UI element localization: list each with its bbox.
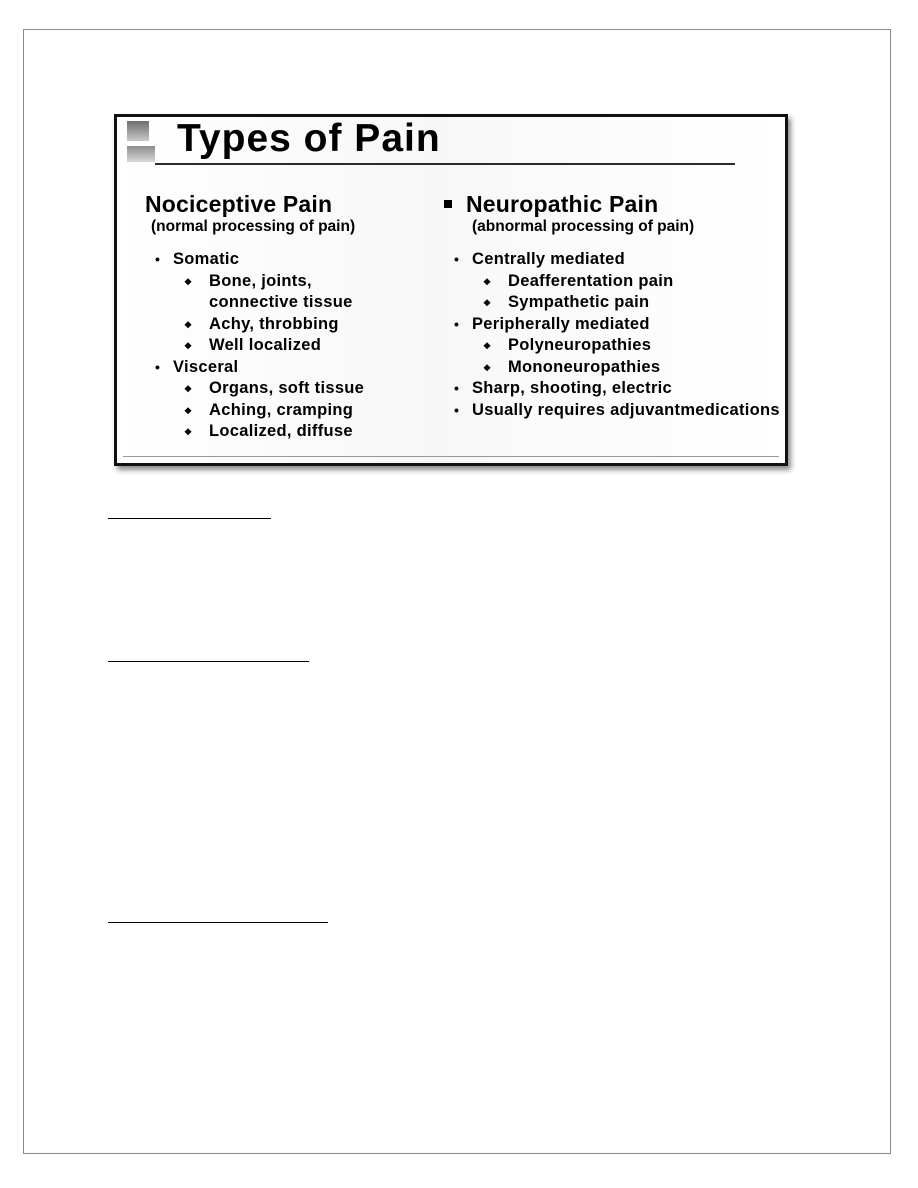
list-item bbox=[145, 400, 445, 422]
list-item bbox=[145, 335, 445, 357]
list-item-text: Polyneuropathies bbox=[508, 336, 652, 354]
list-item bbox=[444, 271, 784, 293]
diamond-bullet-icon: ❖ bbox=[483, 362, 492, 373]
list-item bbox=[444, 249, 784, 271]
neuropathic-heading: Neuropathic Pain bbox=[466, 191, 659, 217]
blank-line-2 bbox=[108, 661, 309, 662]
list-item-text: Usually requires adjuvant bbox=[472, 400, 681, 419]
list-item bbox=[145, 271, 445, 314]
list-item-text: Peripherally mediated bbox=[472, 314, 650, 333]
list-item-text: Sympathetic pain bbox=[508, 293, 650, 311]
blank-line-1 bbox=[108, 518, 271, 519]
blank-line-3 bbox=[108, 922, 328, 923]
list-item bbox=[145, 249, 445, 271]
title-accent-block-lower bbox=[127, 146, 155, 162]
list-item-text: Well localized bbox=[209, 336, 322, 354]
nociceptive-heading: Nociceptive Pain bbox=[145, 191, 333, 217]
title-accent-block bbox=[127, 121, 149, 141]
diamond-bullet-icon: ❖ bbox=[483, 341, 492, 351]
diamond-bullet-icon: ❖ bbox=[184, 319, 193, 330]
list-item-text: Mononeuropathies bbox=[508, 357, 661, 376]
list-item-text: Achy, throbbing bbox=[209, 314, 339, 333]
neuropathic-column bbox=[444, 191, 784, 421]
list-item bbox=[444, 314, 784, 336]
neuropathic-list bbox=[444, 249, 784, 421]
list-item-text: Visceral bbox=[173, 357, 239, 376]
list-item bbox=[444, 357, 784, 379]
list-item-text-continued: connective tissue bbox=[209, 293, 353, 311]
bullet-dot-icon: • bbox=[454, 380, 460, 396]
slide-bottom-rule bbox=[123, 456, 779, 457]
list-item bbox=[444, 400, 784, 422]
bullet-dot-icon: • bbox=[155, 358, 161, 375]
list-item-text: Deafferentation pain bbox=[508, 271, 674, 290]
diamond-bullet-icon: ❖ bbox=[483, 276, 492, 287]
list-item-text: Localized, diffuse bbox=[209, 422, 353, 440]
neuropathic-subheading: (abnormal processing of pain) bbox=[472, 218, 695, 235]
bullet-dot-icon: • bbox=[454, 401, 460, 418]
list-item bbox=[444, 378, 784, 400]
nociceptive-column bbox=[145, 191, 445, 443]
nociceptive-subheading: (normal processing of pain) bbox=[151, 218, 356, 235]
neuropathic-heading-row bbox=[444, 191, 784, 217]
list-item bbox=[444, 335, 784, 357]
slide-title: Types of Pain bbox=[177, 117, 441, 160]
diamond-bullet-icon: ❖ bbox=[184, 427, 193, 437]
bullet-dot-icon: • bbox=[454, 251, 460, 267]
diamond-bullet-icon: ❖ bbox=[184, 384, 193, 394]
diamond-bullet-icon: ❖ bbox=[184, 276, 193, 287]
diamond-bullet-icon: ❖ bbox=[483, 298, 492, 308]
bullet-dot-icon: • bbox=[155, 251, 161, 267]
list-item bbox=[145, 357, 445, 379]
square-bullet-icon bbox=[444, 200, 452, 208]
list-item bbox=[444, 292, 784, 314]
list-item bbox=[145, 421, 445, 443]
bullet-dot-icon: • bbox=[454, 315, 460, 332]
list-item bbox=[145, 314, 445, 336]
list-item-text: Somatic bbox=[173, 250, 240, 268]
nociceptive-list bbox=[145, 249, 445, 443]
list-item-text: Organs, soft tissue bbox=[209, 379, 365, 397]
list-item-text: Sharp, shooting, electric bbox=[472, 379, 673, 397]
diamond-bullet-icon: ❖ bbox=[184, 405, 193, 416]
list-item bbox=[145, 378, 445, 400]
slide-image bbox=[114, 114, 788, 466]
title-underline bbox=[155, 163, 735, 165]
list-item-text: Centrally mediated bbox=[472, 250, 626, 268]
list-item-text: Bone, joints, bbox=[209, 271, 312, 290]
diamond-bullet-icon: ❖ bbox=[184, 341, 193, 351]
list-item-text: Aching, cramping bbox=[209, 400, 354, 419]
list-item-text-continued: medications bbox=[680, 400, 780, 419]
